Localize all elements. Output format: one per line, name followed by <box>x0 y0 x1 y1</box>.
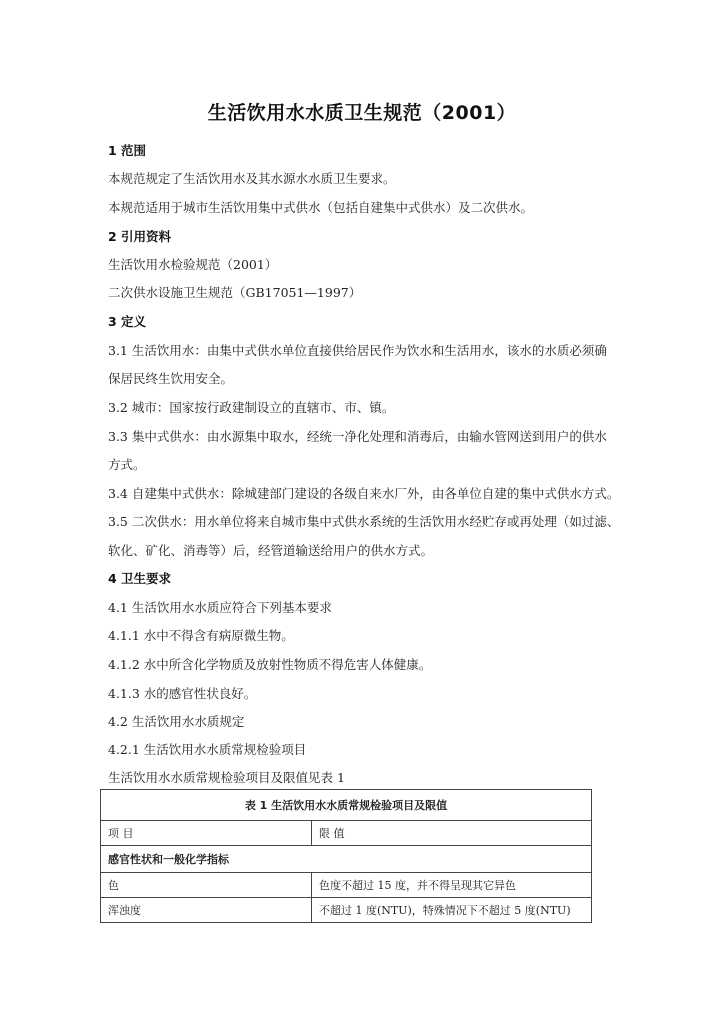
table-cell-limit: 不超过 1 度(NTU)，特殊情况下不超过 5 度(NTU) <box>312 898 592 923</box>
column-header-item: 项 目 <box>101 821 312 846</box>
table-section-row <box>101 846 592 873</box>
paragraph: 4.2.1 生活饮用水水质常规检验项目 <box>108 742 307 757</box>
paragraph: 3.2 城市：国家按行政建制设立的直辖市、市、镇。 <box>108 400 395 415</box>
table-row <box>101 898 592 923</box>
paragraph: 本规范规定了生活饮用水及其水源水水质卫生要求。 <box>108 171 396 186</box>
section-heading-scope: 1 范围 <box>108 143 147 158</box>
document-title: 生活饮用水水质卫生规范（2001） <box>207 102 517 124</box>
paragraph: 4.1 生活饮用水水质应符合下列基本要求 <box>108 600 332 615</box>
paragraph: 生活饮用水检验规范（2001） <box>108 257 278 272</box>
section-heading-references: 2 引用资料 <box>108 229 172 244</box>
paragraph: 3.5 二次供水：用水单位将来自城市集中式供水系统的生活饮用水经贮存或再处理（如过滤、 <box>108 514 620 529</box>
table-cell-item: 色 <box>101 873 312 898</box>
paragraph: 本规范适用于城市生活饮用集中式供水（包括自建集中式供水）及二次供水。 <box>108 200 534 215</box>
paragraph: 方式。 <box>108 457 146 472</box>
table-section-label: 感官性状和一般化学指标 <box>101 846 592 873</box>
column-header-limit: 限 值 <box>312 821 592 846</box>
table-header-row <box>101 821 592 846</box>
paragraph: 软化、矿化、消毒等）后，经管道输送给用户的供水方式。 <box>108 543 434 558</box>
paragraph: 生活饮用水水质常规检验项目及限值见表 1 <box>108 770 345 785</box>
table-row <box>101 873 592 898</box>
paragraph: 保居民终生饮用安全。 <box>108 371 234 386</box>
paragraph: 4.2 生活饮用水水质规定 <box>108 714 245 729</box>
section-heading-hygiene: 4 卫生要求 <box>108 571 172 586</box>
paragraph: 4.1.3 水的感官性状良好。 <box>108 686 257 701</box>
table-caption-row <box>101 790 592 821</box>
table-cell-limit: 色度不超过 15 度，并不得呈现其它异色 <box>312 873 592 898</box>
section-heading-definitions: 3 定义 <box>108 314 147 329</box>
paragraph: 4.1.2 水中所含化学物质及放射性物质不得危害人体健康。 <box>108 657 432 672</box>
paragraph: 3.3 集中式供水：由水源集中取水，经统一净化处理和消毒后，由输水管网送到用户的供水 <box>108 429 607 444</box>
paragraph: 3.1 生活饮用水：由集中式供水单位直接供给居民作为饮水和生活用水，该水的水质必须确 <box>108 343 607 358</box>
table-cell-item: 浑浊度 <box>101 898 312 923</box>
table-caption: 表 1 生活饮用水水质常规检验项目及限值 <box>101 790 592 821</box>
paragraph: 3.4 自建集中式供水：除城建部门建设的各级自来水厂外，由各单位自建的集中式供水方式。 <box>108 486 620 501</box>
water-quality-table <box>100 789 592 923</box>
paragraph: 二次供水设施卫生规范（GB17051—1997） <box>108 285 362 300</box>
paragraph: 4.1.1 水中不得含有病原微生物。 <box>108 628 294 643</box>
